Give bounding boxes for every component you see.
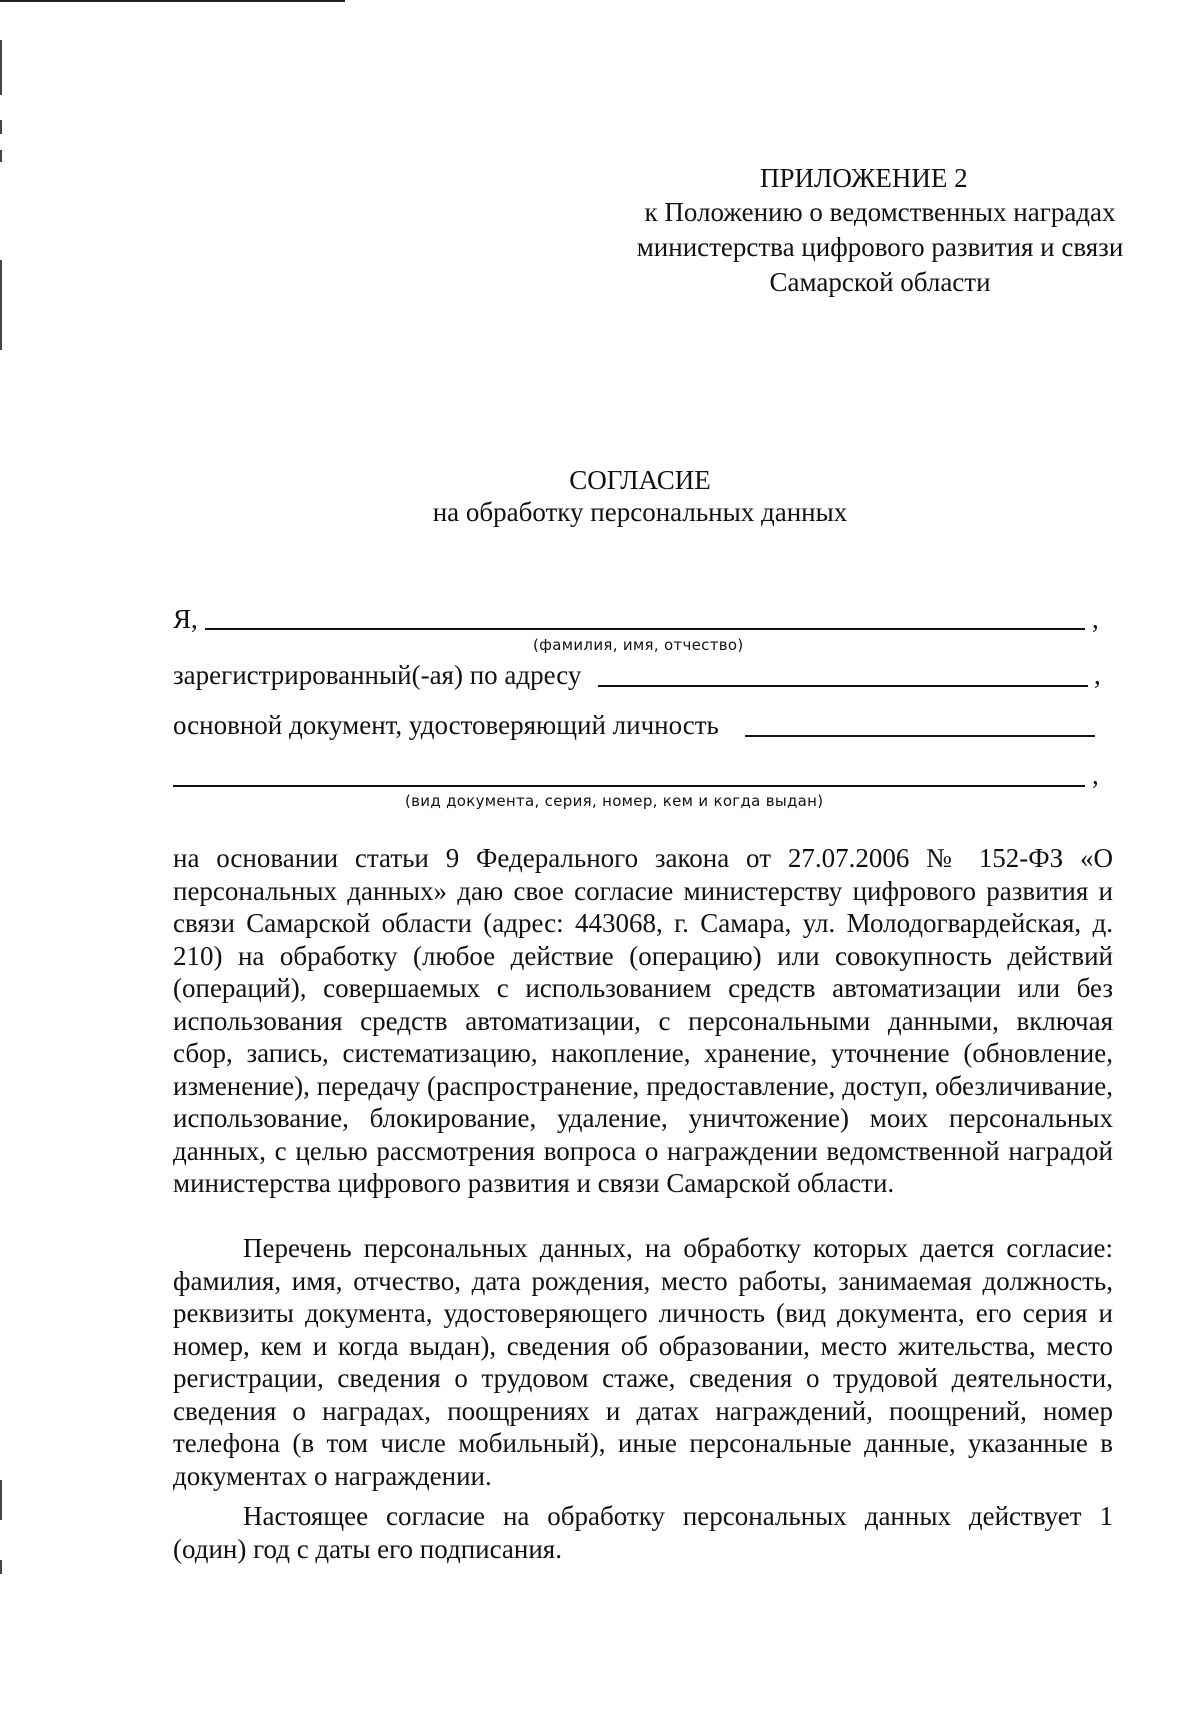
address-label: зарегистрированный(-ая) по адресу: [173, 660, 582, 690]
consent-paragraph: на основании статьи 9 Федерального закона от 27.07.2006 № 152-ФЗ «О персональных данных» даю свое согласие министерству цифрового развития и связи Самарской области (адрес: 443068, г. Самара, ул. Молодогвардейская, д. 210) на обработку (любое действие (операцию) или совокупность действий (операций), совершаемых с использованием средств автоматизации или без использования средств автоматизации, с персональными данными, включая сбор, запись, систематизацию, накопление, хранение, уточнение (обновление, изменение), передачу (распространение, предоставление, доступ, обезличивание, использование, блокирование, удаление, уничтожение) моих персональных данных, с целью рассмотрения вопроса о награждении ведомственной наградой министерства цифрового развития и связи Самарской области.: [173, 843, 1113, 1198]
id-document-underline[interactable]: [745, 735, 1095, 737]
scan-edge-mark: [0, 150, 2, 162]
fio-underline[interactable]: [205, 628, 1085, 630]
id-details-comma: ,: [1092, 760, 1099, 790]
address-underline[interactable]: [598, 685, 1088, 687]
fio-caption: (фамилия, имя, отчество): [533, 636, 744, 654]
appendix-line-3: Самарской области: [769, 267, 991, 297]
personal-data-list-paragraph: Перечень персональных данных, на обработку которых дается согласие: фамилия, имя, отчество, дата рождения, место работы, занимаемая должность, реквизиты документа, удостоверяющего личность (вид документа, его серия и номер, кем и когда выдан), сведения об образовании, место жительства, место регистрации, сведения о трудовом стаже, сведения о трудовой деятельности, сведения о наградах, поощрениях и датах награждений, поощрений, номер телефона (в том числе мобильный), иные персональные данные, указанные в документах о награждении.: [173, 1233, 1113, 1491]
validity-paragraph: Настоящее согласие на обработку персональных данных действует 1 (один) год с даты его подписания.: [173, 1501, 1113, 1564]
scan-edge-mark: [0, 1560, 2, 1574]
address-comma: ,: [1094, 660, 1101, 690]
i-label: Я,: [173, 604, 198, 634]
scan-edge-mark: [0, 1480, 2, 1520]
id-details-caption: (вид документа, серия, номер, кем и когда выдан): [405, 792, 824, 810]
document-title: СОГЛАСИЕ: [569, 465, 711, 495]
id-document-label: основной документ, удостоверяющий личность: [173, 710, 719, 740]
id-details-underline[interactable]: [173, 785, 1085, 787]
scan-edge-mark: [0, 120, 2, 134]
scan-edge-mark: [0, 260, 2, 350]
appendix-line-1: к Положению о ведомственных наградах: [644, 197, 1116, 227]
appendix-title: ПРИЛОЖЕНИЕ 2: [760, 163, 968, 193]
document-subtitle: на обработку персональных данных: [432, 497, 848, 527]
scan-edge-mark: [0, 40, 2, 95]
appendix-line-2: министерства цифрового развития и связи: [636, 232, 1124, 262]
scan-edge-line: [0, 0, 345, 2]
fio-comma: ,: [1092, 604, 1099, 634]
